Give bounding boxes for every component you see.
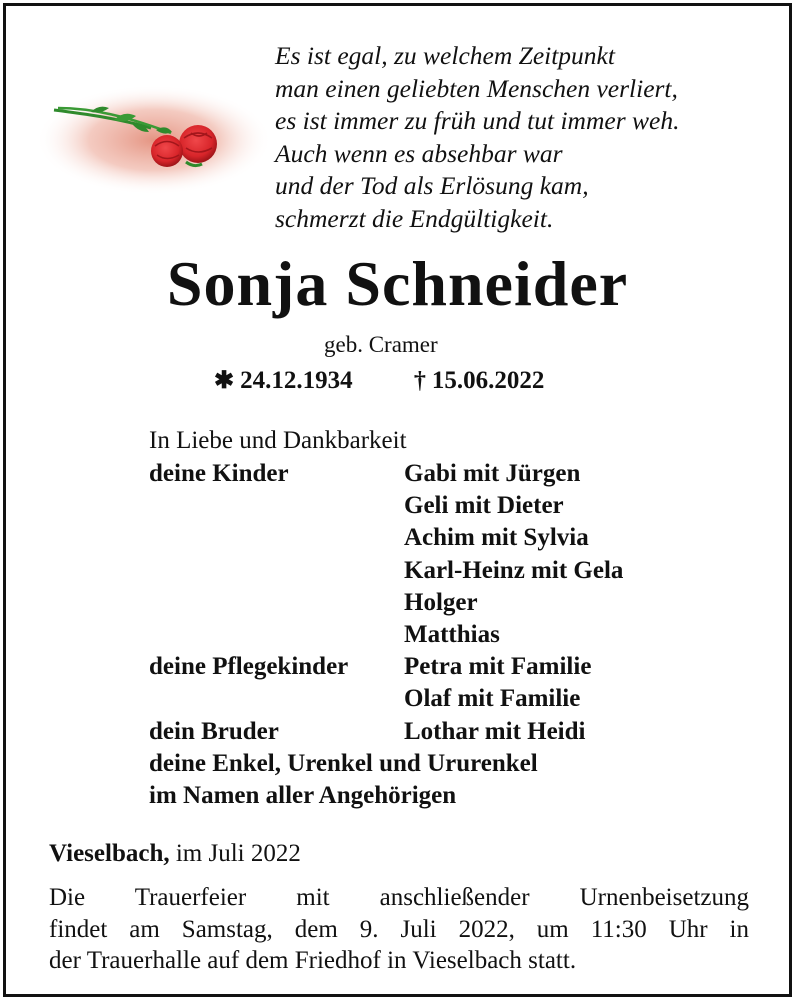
- poem-line: Auch wenn es absehbar war: [275, 138, 563, 168]
- names: Holger: [404, 588, 478, 616]
- relation: deine Enkel, Urenkel und Ururenkel: [149, 749, 538, 777]
- mourner-row: [149, 780, 538, 812]
- relation: deine Kinder: [149, 460, 289, 487]
- place-and-date: [49, 838, 301, 870]
- birth-star-icon: ✱: [214, 368, 235, 394]
- red-roses-image: [36, 78, 276, 198]
- mourner-row: [149, 555, 624, 587]
- deceased-name: Sonja Schneider: [166, 248, 629, 319]
- relation: deine Pflegekinder: [149, 653, 349, 681]
- names: Geli mit Dieter: [404, 492, 564, 520]
- poem-line: man einen geliebten Menschen verliert,: [275, 73, 678, 103]
- death-date-group: [414, 365, 545, 397]
- names: Lothar mit Heidi: [404, 717, 586, 745]
- names: Petra mit Familie: [404, 653, 592, 681]
- mourners-list: [149, 458, 624, 812]
- names: Achim mit Sylvia: [404, 524, 589, 552]
- mourners-intro: In Liebe und Dankbarkeit: [149, 427, 407, 454]
- notice-line: findet am Samstag, dem 9. Juli 2022, um 11:30 Uhr in: [49, 915, 749, 943]
- mourner-row: [149, 683, 581, 715]
- mourner-row: [149, 716, 586, 748]
- poem: [275, 40, 679, 235]
- birth-date-group: [214, 365, 353, 397]
- birth-date: 24.12.1934: [240, 367, 353, 394]
- poem-line: Es ist egal, zu welchem Zeitpunkt: [275, 41, 615, 70]
- death-cross-icon: †: [413, 368, 426, 394]
- life-dates: [214, 365, 544, 397]
- death-date: 15.06.2022: [431, 367, 545, 394]
- birth-name: geb. Cramer: [324, 332, 438, 357]
- names: Gabi mit Jürgen: [404, 460, 581, 487]
- poem-line: und der Tod als Erlösung kam,: [275, 171, 589, 200]
- mourner-row: [149, 522, 589, 554]
- relation: dein Bruder: [149, 717, 279, 745]
- obituary-notice: [3, 3, 792, 997]
- mourner-row: [149, 490, 564, 522]
- poem-line: es ist immer zu früh und tut immer weh.: [275, 106, 680, 135]
- relation: im Namen aller Angehörigen: [149, 781, 457, 809]
- mourner-row: [149, 748, 538, 780]
- notice-line: Die Trauerfeier mit anschließender Urnenbeisetzung: [49, 884, 749, 911]
- mourner-row: [149, 458, 581, 490]
- poem-line: schmerzt die Endgültigkeit.: [275, 203, 554, 233]
- names: Karl-Heinz mit Gela: [404, 556, 624, 584]
- mourner-row: [149, 587, 538, 619]
- mourner-row: [149, 619, 538, 651]
- notice-line: der Trauerhalle auf dem Friedhof in Vieselbach statt.: [49, 947, 577, 974]
- funeral-notice: [49, 882, 749, 977]
- names: Matthias: [404, 620, 500, 648]
- names: Olaf mit Familie: [404, 685, 581, 713]
- mourner-row: [149, 651, 592, 683]
- place-date: im Juli 2022: [175, 840, 301, 867]
- place: Vieselbach,: [49, 840, 170, 867]
